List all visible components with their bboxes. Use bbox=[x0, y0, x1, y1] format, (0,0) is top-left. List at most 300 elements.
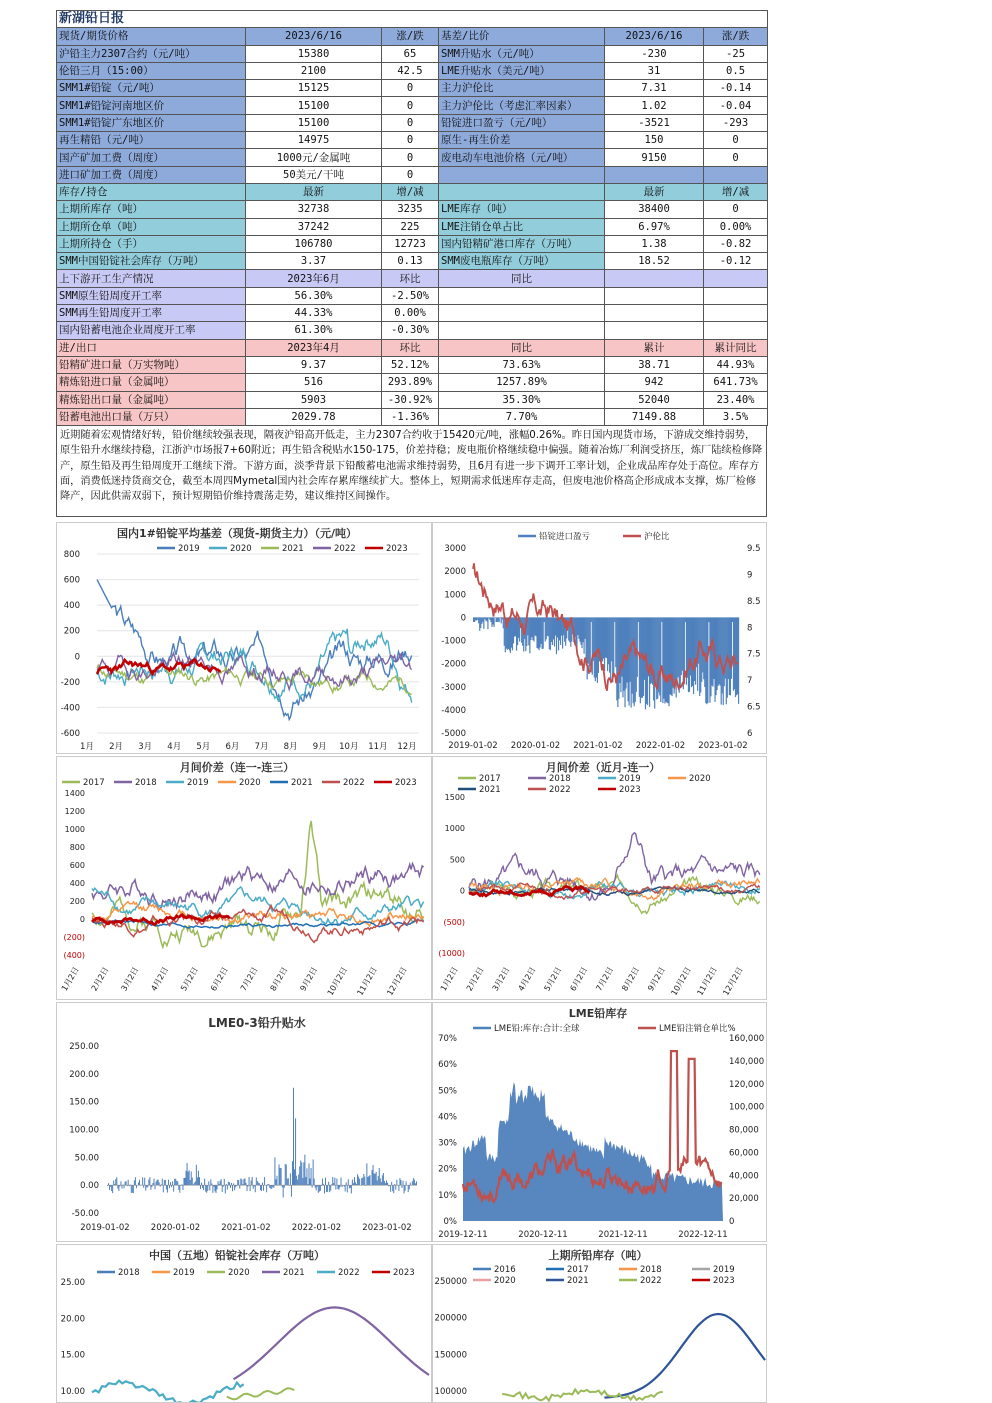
spread-bar bbox=[189, 1170, 190, 1185]
x-tick: 2021-01-02 bbox=[221, 1223, 271, 1233]
social-stock-chart bbox=[56, 1244, 432, 1403]
report-title: 新湖铅日报 bbox=[57, 11, 768, 28]
profit-bar bbox=[510, 617, 511, 653]
legend-label: 2017 bbox=[83, 778, 105, 788]
spread-bar bbox=[373, 1165, 374, 1185]
spread-bar bbox=[229, 1182, 230, 1185]
x-tick: 2022-12-11 bbox=[678, 1230, 728, 1240]
spread-bar bbox=[386, 1181, 387, 1186]
daily-report bbox=[56, 10, 767, 517]
profit-bar bbox=[583, 617, 584, 653]
spread-bar bbox=[132, 1185, 133, 1193]
profit-bar bbox=[476, 617, 477, 620]
profit-bar bbox=[703, 617, 704, 679]
legend-label: 2022 bbox=[640, 1276, 662, 1286]
spread-bar bbox=[162, 1179, 163, 1186]
spread-bar bbox=[309, 1164, 310, 1186]
spread-bar bbox=[185, 1178, 186, 1185]
trade-row-cell: 44.93% bbox=[704, 356, 768, 373]
y-tick: 50.00 bbox=[74, 1153, 99, 1164]
series-line bbox=[234, 1307, 430, 1379]
spread-bar bbox=[147, 1185, 148, 1187]
spread-bar bbox=[404, 1185, 405, 1193]
spread-bar bbox=[249, 1177, 250, 1185]
spot-row-cell: 15125 bbox=[246, 80, 382, 97]
x-tick: 2019-01-02 bbox=[448, 741, 498, 751]
profit-bar bbox=[504, 617, 505, 645]
stock-row-cell: 0.00% bbox=[704, 218, 768, 235]
spread-bar bbox=[250, 1185, 251, 1191]
spread-bar bbox=[338, 1185, 339, 1190]
x-tick: 10月2日 bbox=[669, 965, 693, 998]
spread-bar bbox=[245, 1183, 246, 1186]
spot-row-cell: SMM1#铅锭广东地区价 bbox=[57, 114, 246, 131]
profit-bar bbox=[550, 617, 551, 650]
y2-tick: 8.5 bbox=[747, 596, 761, 607]
profit-bar bbox=[552, 617, 553, 645]
profit-bar bbox=[580, 617, 581, 644]
profit-bar bbox=[503, 617, 504, 628]
legend-label: LME铅注销仓单比% bbox=[659, 1024, 736, 1034]
spread-bar bbox=[198, 1171, 199, 1185]
trade-row-cell: 铅精矿进口量（万实物吨） bbox=[57, 356, 246, 373]
profit-bar bbox=[499, 617, 500, 622]
spread-bar bbox=[133, 1185, 134, 1193]
profit-bar bbox=[624, 617, 625, 707]
spread-bar bbox=[362, 1178, 363, 1186]
spread-bar bbox=[334, 1178, 335, 1185]
profit-bar bbox=[738, 617, 739, 703]
spread-bar bbox=[112, 1185, 113, 1193]
production-header-cell: 环比 bbox=[382, 270, 439, 287]
profit-bar bbox=[663, 617, 664, 698]
profit-bar bbox=[559, 617, 560, 640]
spot-row-cell: -25 bbox=[704, 45, 768, 62]
spread-bar bbox=[376, 1172, 377, 1185]
spread-bar bbox=[332, 1177, 333, 1185]
spot-row-cell: 150 bbox=[605, 132, 704, 149]
spread-bar bbox=[167, 1185, 168, 1192]
spot-header bbox=[57, 28, 768, 45]
legend-label: 2020 bbox=[689, 774, 711, 784]
profit-bar bbox=[612, 617, 613, 682]
spot-row-cell: 7.31 bbox=[605, 80, 704, 97]
legend-label: LME铅:库存:合计:全球 bbox=[494, 1024, 580, 1034]
trade-row-cell: 5903 bbox=[246, 391, 382, 408]
profit-bar bbox=[477, 617, 478, 619]
spread-bar bbox=[158, 1180, 159, 1186]
spread-bar bbox=[257, 1181, 258, 1185]
spread-bar bbox=[403, 1181, 404, 1185]
spread-bar bbox=[298, 1175, 299, 1186]
trade-header-cell: 2023年4月 bbox=[246, 339, 382, 356]
profit-bar bbox=[693, 617, 694, 694]
spot-row-cell: 0 bbox=[382, 149, 439, 166]
y2-tick: 9.5 bbox=[747, 544, 761, 554]
profit-bar bbox=[594, 617, 595, 677]
trade-header-cell: 累计 bbox=[605, 339, 704, 356]
spot-row-cell: 沪铅主力2307合约（元/吨） bbox=[57, 45, 246, 62]
y2-tick: 8 bbox=[747, 623, 753, 634]
stock-header-cell: 库存/持仓 bbox=[57, 183, 246, 200]
spread-bar bbox=[220, 1181, 221, 1186]
y-tick: 100000 bbox=[434, 1387, 467, 1397]
legend-label: 2019 bbox=[187, 778, 209, 788]
spread-bar bbox=[347, 1185, 348, 1192]
spread-bar bbox=[113, 1181, 114, 1186]
profit-bar bbox=[632, 617, 633, 693]
spot-row-cell bbox=[605, 166, 704, 183]
y-tick: 30% bbox=[438, 1138, 457, 1149]
spot-row-cell: 15100 bbox=[246, 114, 382, 131]
spread-bar bbox=[381, 1182, 382, 1185]
legend-label: 2018 bbox=[640, 1265, 662, 1275]
y2-tick: 0 bbox=[729, 1217, 735, 1227]
spread-bar bbox=[174, 1179, 175, 1185]
spread-bar bbox=[109, 1185, 110, 1190]
spread-bar bbox=[297, 1180, 298, 1186]
y-tick: 25.00 bbox=[60, 1278, 85, 1288]
spot-header-cell: 基差/比价 bbox=[439, 28, 605, 45]
profit-bar bbox=[543, 617, 544, 648]
spread-bar bbox=[136, 1185, 137, 1188]
profit-bar bbox=[688, 617, 689, 692]
profit-bar bbox=[588, 617, 589, 663]
spread-bar bbox=[408, 1185, 409, 1192]
y-tick: 0 bbox=[79, 915, 85, 924]
legend-label: 2019 bbox=[619, 774, 641, 784]
spread-bar bbox=[377, 1180, 378, 1185]
profit-bar bbox=[558, 617, 559, 650]
y-tick: 70% bbox=[438, 1034, 457, 1044]
spread-bar bbox=[190, 1180, 191, 1185]
spread-bar bbox=[175, 1179, 176, 1185]
production-header-cell: 同比 bbox=[439, 270, 605, 287]
trade-header-cell: 进/出口 bbox=[57, 339, 246, 356]
spread-bar bbox=[292, 1161, 293, 1185]
spot-row-cell: 65 bbox=[382, 45, 439, 62]
spread-bar bbox=[286, 1165, 287, 1186]
spread-bar bbox=[128, 1180, 129, 1185]
y2-tick: 20,000 bbox=[729, 1194, 759, 1205]
chart-title: 月间价差（连一-连三） bbox=[179, 761, 295, 774]
profit-bar bbox=[668, 617, 669, 706]
profit-bar bbox=[537, 617, 538, 648]
spread-bar bbox=[173, 1185, 174, 1191]
spread-bar bbox=[221, 1179, 222, 1185]
spread-bar bbox=[391, 1182, 392, 1185]
spread-bar bbox=[202, 1185, 203, 1188]
legend-label: 沪伦比 bbox=[644, 532, 670, 542]
profit-bar bbox=[609, 617, 610, 672]
spread-bar bbox=[155, 1185, 156, 1189]
y-tick: 1000 bbox=[444, 824, 465, 834]
profit-bar bbox=[511, 617, 512, 647]
trade-row-cell: 7.70% bbox=[439, 408, 605, 425]
spot-row-cell: 再生精铅（元/吨） bbox=[57, 132, 246, 149]
stock-row-cell: 37242 bbox=[246, 218, 382, 235]
spread-bar bbox=[414, 1180, 415, 1185]
spread-bar bbox=[138, 1182, 139, 1185]
spread-bar bbox=[341, 1178, 342, 1186]
series-line bbox=[97, 653, 412, 690]
trade-row-cell: 35.30% bbox=[439, 391, 605, 408]
spread-bar bbox=[195, 1181, 196, 1185]
spread-bar bbox=[111, 1185, 112, 1191]
stock-area bbox=[463, 1082, 723, 1221]
profit-bar bbox=[598, 617, 599, 673]
stock-row-cell: SMM中国铅锭社会库存（万吨） bbox=[57, 253, 246, 270]
spread-bar bbox=[405, 1185, 406, 1191]
spread-bar bbox=[156, 1182, 157, 1186]
spot-row-cell: 2100 bbox=[246, 62, 382, 79]
x-tick: 3月2日 bbox=[490, 965, 512, 993]
spread-bar bbox=[150, 1185, 151, 1190]
profit-bar bbox=[589, 617, 590, 674]
spread-bar bbox=[266, 1185, 267, 1192]
spread-bar bbox=[146, 1185, 147, 1187]
profit-bar bbox=[708, 617, 709, 622]
spread-bar bbox=[216, 1185, 217, 1193]
y-tick: -2000 bbox=[441, 659, 466, 670]
spread-bar bbox=[166, 1185, 167, 1189]
spread-bar bbox=[237, 1180, 238, 1185]
spread-bar bbox=[227, 1185, 228, 1189]
spread-bar bbox=[228, 1182, 229, 1185]
trade-row bbox=[57, 408, 768, 425]
profit-bar bbox=[716, 617, 717, 690]
stock-row-cell: 上期所库存（吨） bbox=[57, 201, 246, 218]
production-row-cell bbox=[439, 305, 605, 322]
stock-row bbox=[57, 235, 768, 252]
profit-bar bbox=[575, 617, 576, 644]
profit-bar bbox=[671, 617, 672, 696]
spread-bar bbox=[117, 1185, 118, 1188]
y-tick: 10% bbox=[438, 1190, 457, 1201]
y-tick: (400) bbox=[63, 951, 85, 960]
spot-row-cell: 0 bbox=[382, 132, 439, 149]
stock-row-cell: 18.52 bbox=[605, 253, 704, 270]
spread-bar bbox=[380, 1178, 381, 1185]
profit-bar bbox=[653, 617, 654, 700]
y-tick: 0 bbox=[460, 613, 466, 624]
y2-tick: 9 bbox=[747, 570, 753, 581]
spread-bar bbox=[252, 1177, 253, 1185]
legend-label: 2023 bbox=[393, 1268, 415, 1278]
y2-tick: 6 bbox=[747, 729, 753, 739]
lme-spread-chart bbox=[56, 1002, 432, 1242]
stock-row-cell: 上期所仓单（吨） bbox=[57, 218, 246, 235]
y-tick: 15.00 bbox=[60, 1350, 85, 1361]
trade-row-cell: 7149.88 bbox=[605, 408, 704, 425]
spread-bar bbox=[330, 1185, 331, 1190]
x-tick: 9月2日 bbox=[298, 965, 320, 993]
series-line bbox=[227, 1388, 294, 1399]
stock-row-cell: 12723 bbox=[382, 235, 439, 252]
profit-bar bbox=[532, 617, 533, 640]
spot-row bbox=[57, 62, 768, 79]
spread-bar bbox=[398, 1185, 399, 1191]
spread-bar bbox=[358, 1177, 359, 1186]
spread-bar bbox=[355, 1182, 356, 1185]
y-tick: 600 bbox=[63, 575, 80, 586]
production-row-cell bbox=[439, 322, 605, 339]
y-tick: 250.00 bbox=[69, 1042, 99, 1052]
stock-row-cell: 6.97% bbox=[605, 218, 704, 235]
spread-bar bbox=[392, 1185, 393, 1191]
spread-bar bbox=[168, 1180, 169, 1186]
y-tick: -3000 bbox=[441, 682, 466, 693]
spread-bar bbox=[399, 1178, 400, 1185]
spread-bar bbox=[357, 1174, 358, 1185]
y-tick: 150.00 bbox=[69, 1097, 99, 1108]
spread-bar bbox=[409, 1185, 410, 1189]
y-tick: 100.00 bbox=[69, 1125, 99, 1136]
spread-bar bbox=[197, 1177, 198, 1185]
spot-row-cell: 国产矿加工费（周度） bbox=[57, 149, 246, 166]
profit-bar bbox=[695, 617, 696, 684]
trade-row bbox=[57, 391, 768, 408]
profit-bar bbox=[710, 617, 711, 696]
profit-bar bbox=[654, 617, 655, 708]
spot-row-cell: 废电动车电池价格（元/吨） bbox=[439, 149, 605, 166]
trade-row-cell: 641.73% bbox=[704, 374, 768, 391]
spread-bar bbox=[149, 1177, 150, 1185]
trade-row-cell: 293.89% bbox=[382, 374, 439, 391]
profit-bar bbox=[682, 617, 683, 670]
production-header-cell: 2023年6月 bbox=[246, 270, 382, 287]
profit-bar bbox=[734, 617, 735, 689]
profit-bar bbox=[731, 617, 732, 678]
spread-bar bbox=[169, 1185, 170, 1188]
spot-row-cell: 伦铅三月（15:00） bbox=[57, 62, 246, 79]
spread-bar bbox=[234, 1185, 235, 1190]
spread-bar bbox=[288, 1178, 289, 1185]
spread-bar bbox=[186, 1171, 187, 1185]
spread-bar bbox=[366, 1163, 367, 1185]
profit-bar bbox=[500, 617, 501, 618]
y-tick: 800 bbox=[63, 550, 80, 560]
spot-row-cell: 9150 bbox=[605, 149, 704, 166]
profit-bar bbox=[496, 617, 497, 622]
profit-bar bbox=[581, 617, 582, 648]
x-tick: 7月2日 bbox=[238, 965, 260, 993]
spread-bar bbox=[295, 1118, 296, 1185]
spread-bar bbox=[310, 1178, 311, 1185]
y-tick: 60% bbox=[438, 1060, 457, 1071]
profit-bar bbox=[582, 617, 583, 642]
stock-row-cell: 0 bbox=[704, 201, 768, 218]
stock-header-cell: 最新 bbox=[605, 183, 704, 200]
spread-bar bbox=[387, 1183, 388, 1185]
profit-bar bbox=[546, 617, 547, 639]
profit-bar bbox=[666, 617, 667, 702]
profit-bar bbox=[542, 617, 543, 649]
profit-bar bbox=[635, 617, 636, 702]
legend-label: 2019 bbox=[173, 1268, 195, 1278]
profit-bar bbox=[711, 617, 712, 685]
spread-bar bbox=[315, 1185, 316, 1188]
trade-row-cell: 3.5% bbox=[704, 408, 768, 425]
chart-title: LME铅库存 bbox=[568, 1007, 628, 1020]
spread-bar bbox=[287, 1179, 288, 1186]
spread-bar bbox=[258, 1183, 259, 1186]
spread-bar bbox=[406, 1181, 407, 1185]
profit-bar bbox=[659, 617, 660, 695]
profit-bar bbox=[501, 617, 502, 623]
production-row-cell bbox=[704, 287, 768, 304]
profit-bar bbox=[595, 617, 596, 681]
series-line bbox=[604, 1314, 765, 1398]
x-tick: 2020-12-11 bbox=[518, 1230, 568, 1240]
spread-bar bbox=[280, 1168, 281, 1185]
legend-label: 2019 bbox=[178, 544, 200, 554]
spread-bar bbox=[301, 1163, 302, 1186]
spread-bar bbox=[276, 1176, 277, 1185]
profit-bar bbox=[724, 617, 725, 686]
profit-bar bbox=[690, 617, 691, 675]
profit-bar bbox=[535, 617, 536, 636]
stock-row-cell: 3235 bbox=[382, 201, 439, 218]
production-row-cell: -2.50% bbox=[382, 287, 439, 304]
x-tick: 2019-12-11 bbox=[438, 1230, 488, 1240]
x-tick: 2022-01-02 bbox=[291, 1223, 342, 1233]
profit-bar bbox=[737, 617, 738, 694]
production-row bbox=[57, 287, 768, 304]
legend-label: 2023 bbox=[619, 785, 641, 795]
profit-bar bbox=[485, 617, 486, 620]
spot-row-cell: 15380 bbox=[246, 45, 382, 62]
spot-row-cell: 1.02 bbox=[605, 97, 704, 114]
x-tick: 7月 bbox=[254, 742, 269, 752]
stock-row-cell: 3.37 bbox=[246, 253, 382, 270]
y-tick: 600 bbox=[69, 861, 85, 870]
stock-header-cell: 增/减 bbox=[704, 183, 768, 200]
spread-bar bbox=[351, 1185, 352, 1193]
y-tick: 1400 bbox=[64, 789, 85, 798]
spot-row-cell: SMM升贴水（元/吨） bbox=[439, 45, 605, 62]
y-tick: -50.00 bbox=[71, 1209, 99, 1219]
spread-bar bbox=[285, 1164, 286, 1185]
chart-title: 月间价差（近月-连一） bbox=[545, 761, 661, 774]
legend-label: 2021 bbox=[567, 1276, 589, 1286]
spot-row-cell: 0 bbox=[382, 80, 439, 97]
profit-bar bbox=[568, 617, 569, 640]
x-tick: 7月2日 bbox=[594, 965, 616, 993]
spread-bar bbox=[232, 1185, 233, 1191]
spot-row-cell: -3521 bbox=[605, 114, 704, 131]
spread-bar bbox=[283, 1185, 284, 1197]
profit-bar bbox=[649, 617, 650, 707]
chart-title: 国内1#铅锭平均基差（现货-期货主力）（元/吨） bbox=[117, 527, 357, 540]
profit-bar bbox=[473, 617, 474, 622]
spot-row-cell: 铅锭进口盈亏（元/吨） bbox=[439, 114, 605, 131]
profit-bar bbox=[556, 617, 557, 654]
y2-tick: 140,000 bbox=[729, 1056, 765, 1067]
spread-bar bbox=[207, 1185, 208, 1191]
x-tick: 2021-01-02 bbox=[573, 741, 623, 751]
spread-bar bbox=[372, 1170, 373, 1185]
series-line bbox=[502, 1389, 663, 1400]
profit-bar bbox=[521, 617, 522, 642]
stock-header-cell bbox=[439, 183, 605, 200]
y-tick: -600 bbox=[60, 729, 80, 739]
profit-bar bbox=[479, 617, 480, 630]
spread-bar bbox=[218, 1181, 219, 1185]
spread-bar bbox=[217, 1185, 218, 1189]
spread-bar bbox=[345, 1185, 346, 1191]
spread-bar bbox=[120, 1181, 121, 1185]
